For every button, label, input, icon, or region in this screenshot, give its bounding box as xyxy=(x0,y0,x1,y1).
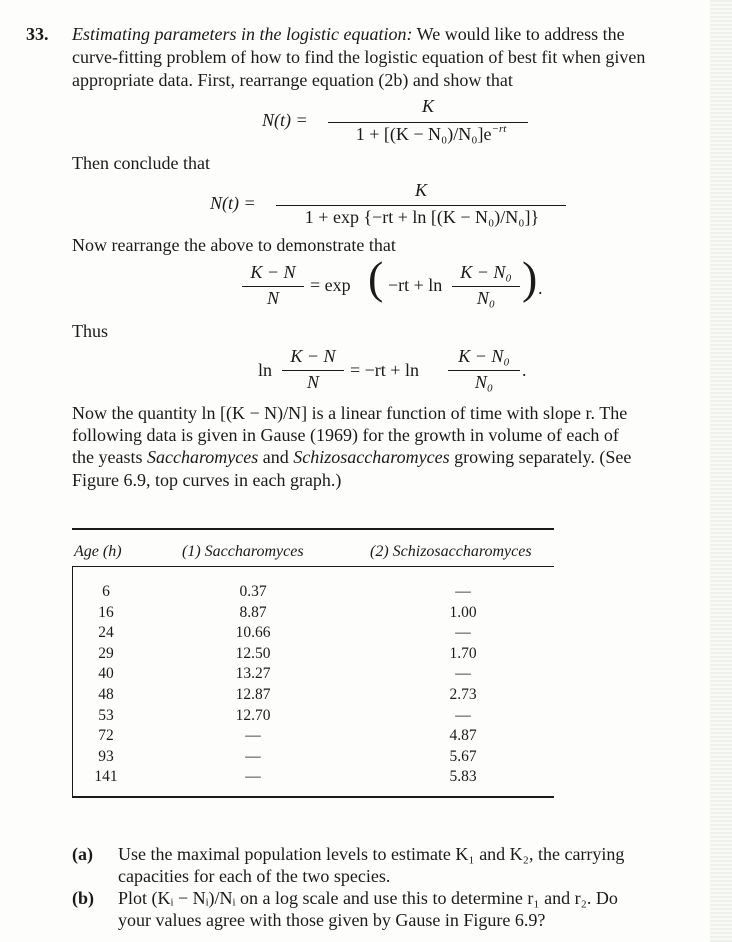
text-conclude: Then conclude that xyxy=(72,153,210,173)
age-cell: 29 xyxy=(98,644,114,662)
header-age: Age (h) xyxy=(74,543,122,560)
schizosaccharomyces-cell: 1.70 xyxy=(449,644,477,662)
text-thus: Thus xyxy=(72,321,108,341)
saccharomyces-cell: 12.87 xyxy=(235,685,271,703)
para2-line-2: following data is given in Gause (1969) for the growth in volume of each of xyxy=(72,425,619,445)
problem-number: 33. xyxy=(26,24,49,44)
header-saccharomyces: (1) Saccharomyces xyxy=(182,543,304,560)
intro-line-3: appropriate data. First, rearrange equation (2b) and show that xyxy=(72,70,513,90)
column-saccharomyces xyxy=(218,582,288,788)
column-schizosaccharomyces xyxy=(428,582,498,788)
part-a-line-2: capacities for each of the two species. xyxy=(118,866,391,886)
problem-title: Estimating parameters in the logistic equation: xyxy=(72,24,413,44)
eq4-lhs-bar xyxy=(282,370,344,371)
age-cell: 72 xyxy=(98,727,114,745)
age-cell: 24 xyxy=(98,624,114,642)
age-cell: 40 xyxy=(98,665,114,683)
text-rearrange: Now rearrange the above to demonstrate that xyxy=(72,235,396,255)
eq3-lhs-denominator: N xyxy=(266,288,279,308)
eq3-right-paren: ) xyxy=(522,252,538,303)
saccharomyces-cell: 13.27 xyxy=(235,665,271,683)
schizosaccharomyces-cell: — xyxy=(455,624,471,642)
saccharomyces-cell: — xyxy=(245,768,261,786)
eq4-ln: ln xyxy=(258,360,273,380)
table-top-rule xyxy=(72,528,554,530)
eq4-mid: = −rt + ln xyxy=(350,360,419,380)
eq3-inner: −rt + ln xyxy=(388,275,443,295)
para2-line-1: Now the quantity ln [(K − N)/N] is a linear function of time with slope r. The xyxy=(72,403,628,423)
saccharomyces-cell: 12.50 xyxy=(235,644,271,662)
schizosaccharomyces-cell: — xyxy=(455,706,471,724)
schizosaccharomyces-cell: 2.73 xyxy=(449,685,477,703)
eq2-numerator: K xyxy=(414,180,427,200)
eq3-equals-exp: = exp xyxy=(310,275,351,295)
eq1-numerator: K xyxy=(421,96,434,116)
eq4-lhs-denominator: N xyxy=(306,372,319,392)
eq3-lhs-numerator: K − N xyxy=(250,262,296,282)
eq3-ln-bar xyxy=(452,286,520,287)
age-cell: 16 xyxy=(98,603,114,621)
saccharomyces-cell: — xyxy=(245,727,261,745)
intro-line-1: Estimating parameters in the logistic equation: We would like to address the xyxy=(72,24,625,44)
para2-line-4: Figure 6.9, top curves in each graph.) xyxy=(72,470,342,490)
part-b-line-1: Plot (Kᵢ − Nᵢ)/Nᵢ on a log scale and use this to determine r₁ and r₂. Do xyxy=(118,888,618,908)
saccharomyces-cell: 10.66 xyxy=(235,624,271,642)
age-cell: 141 xyxy=(94,768,118,786)
eq4-period: . xyxy=(522,360,527,380)
para2-line-3: the yeasts Saccharomyces and Schizosaccharomyces growing separately. (See xyxy=(72,447,632,467)
eq3-ln-numerator: K − N₀ xyxy=(460,262,512,282)
age-cell: 53 xyxy=(98,706,114,724)
part-b-line-2: your values agree with those given by Gause in Figure 6.9? xyxy=(118,910,546,930)
schizosaccharomyces-cell: — xyxy=(455,665,471,683)
schizosaccharomyces-cell: 4.87 xyxy=(449,727,477,745)
eq3-left-paren: ( xyxy=(368,252,384,303)
age-cell: 48 xyxy=(98,685,114,703)
age-cell: 93 xyxy=(98,747,114,765)
eq1-denominator: $1 + [(K - N_0)/N_0]e^{-rt}$ xyxy=(355,123,507,144)
eq2-lhs: N(t) = xyxy=(210,193,256,213)
eq4-rhs-denominator: N₀ xyxy=(474,372,494,392)
eq2-denominator: 1 + exp {−rt + ln [(K − N₀)/N₀]} xyxy=(304,207,540,227)
part-a-line-1: Use the maximal population levels to estimate K₁ and K₂, the carrying xyxy=(118,844,625,864)
eq1-lhs: N(t) = xyxy=(262,110,308,130)
intro-line-2: curve-fitting problem of how to find the logistic equation of best fit when given xyxy=(72,47,646,67)
eq3-period: . xyxy=(538,278,543,298)
column-age xyxy=(76,582,136,788)
part-b-label: (b) xyxy=(72,888,94,908)
table-header-rule xyxy=(72,566,554,567)
eq4-rhs-numerator: K − N₀ xyxy=(458,346,510,366)
schizosaccharomyces-cell: 1.00 xyxy=(449,603,477,621)
eq2-fraction-bar xyxy=(276,205,566,206)
table-left-rule xyxy=(72,566,73,798)
saccharomyces-cell: 12.70 xyxy=(235,706,271,724)
part-a-label: (a) xyxy=(72,844,93,864)
eq3-ln-denominator: N₀ xyxy=(476,288,496,308)
header-schizosaccharomyces: (2) Schizosaccharomyces xyxy=(370,543,532,560)
schizosaccharomyces-cell: 5.83 xyxy=(449,768,477,786)
schizosaccharomyces-cell: 5.67 xyxy=(449,747,477,765)
saccharomyces-cell: — xyxy=(245,747,261,765)
table-bottom-rule xyxy=(72,796,554,798)
saccharomyces-cell: 0.37 xyxy=(239,583,267,600)
eq3-lhs-bar xyxy=(242,286,304,287)
eq4-rhs-bar xyxy=(448,370,520,371)
eq4-lhs-numerator: K − N xyxy=(290,346,336,366)
age-cell: 6 xyxy=(102,583,110,600)
schizosaccharomyces-cell: — xyxy=(455,583,471,600)
saccharomyces-cell: 8.87 xyxy=(239,603,267,621)
